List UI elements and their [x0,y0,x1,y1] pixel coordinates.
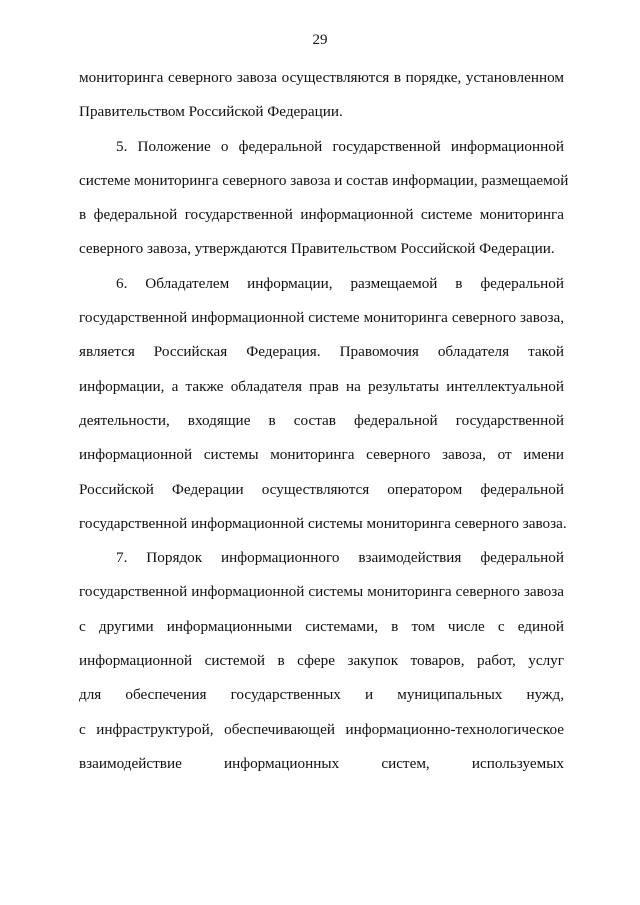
text-line: информационной системы мониторинга северного завоза, от имени [79,446,564,464]
text-line: северного завоза, утверждаются Правительством Российской Федерации. [79,240,555,258]
text-line: является Российская Федерация. Правомочия обладателя такой [79,343,564,361]
text-line: 7. Порядок информационного взаимодействия федеральной [116,549,564,567]
text-line: мониторинга северного завоза осуществляются в порядке, установленном [79,69,564,86]
text-line: с инфраструктурой, обеспечивающей информационно-технологическое [79,720,564,738]
text-line: государственной информационной системе мониторинга северного завоза, [79,309,564,327]
text-line: с другими информационными системами, в том числе с единой [79,617,564,635]
document-body [79,68,569,788]
text-line: информационной системой в сфере закупок товаров, работ, услуг [79,652,564,670]
text-line: для обеспечения государственных и муниципальных нужд, [79,686,564,704]
text-line: 6. Обладателем информации, размещаемой в федеральной [116,274,564,292]
text-line: Российской Федерации осуществляются оператором федеральной [79,480,564,498]
text-line: государственной информационной системы мониторинга северного завоза. [79,514,567,532]
text-line: 5. Положение о федеральной государственной информационной [116,137,564,155]
text-line: информации, а также обладателя прав на результаты интеллектуальной [79,377,564,395]
text-line: государственной информационной системы мониторинга северного завоза [79,583,564,601]
text-line: Правительством Российской Федерации. [79,103,343,121]
page-number: 29 [312,32,328,48]
text-line: системе мониторинга северного завоза и состав информации, размещаемой [79,171,569,189]
text-line: деятельности, входящие в состав федеральной государственной [79,411,564,429]
text-line: взаимодействие информационных систем, используемых [79,754,564,772]
text-line: в федеральной государственной информационной системе мониторинга [79,206,564,224]
